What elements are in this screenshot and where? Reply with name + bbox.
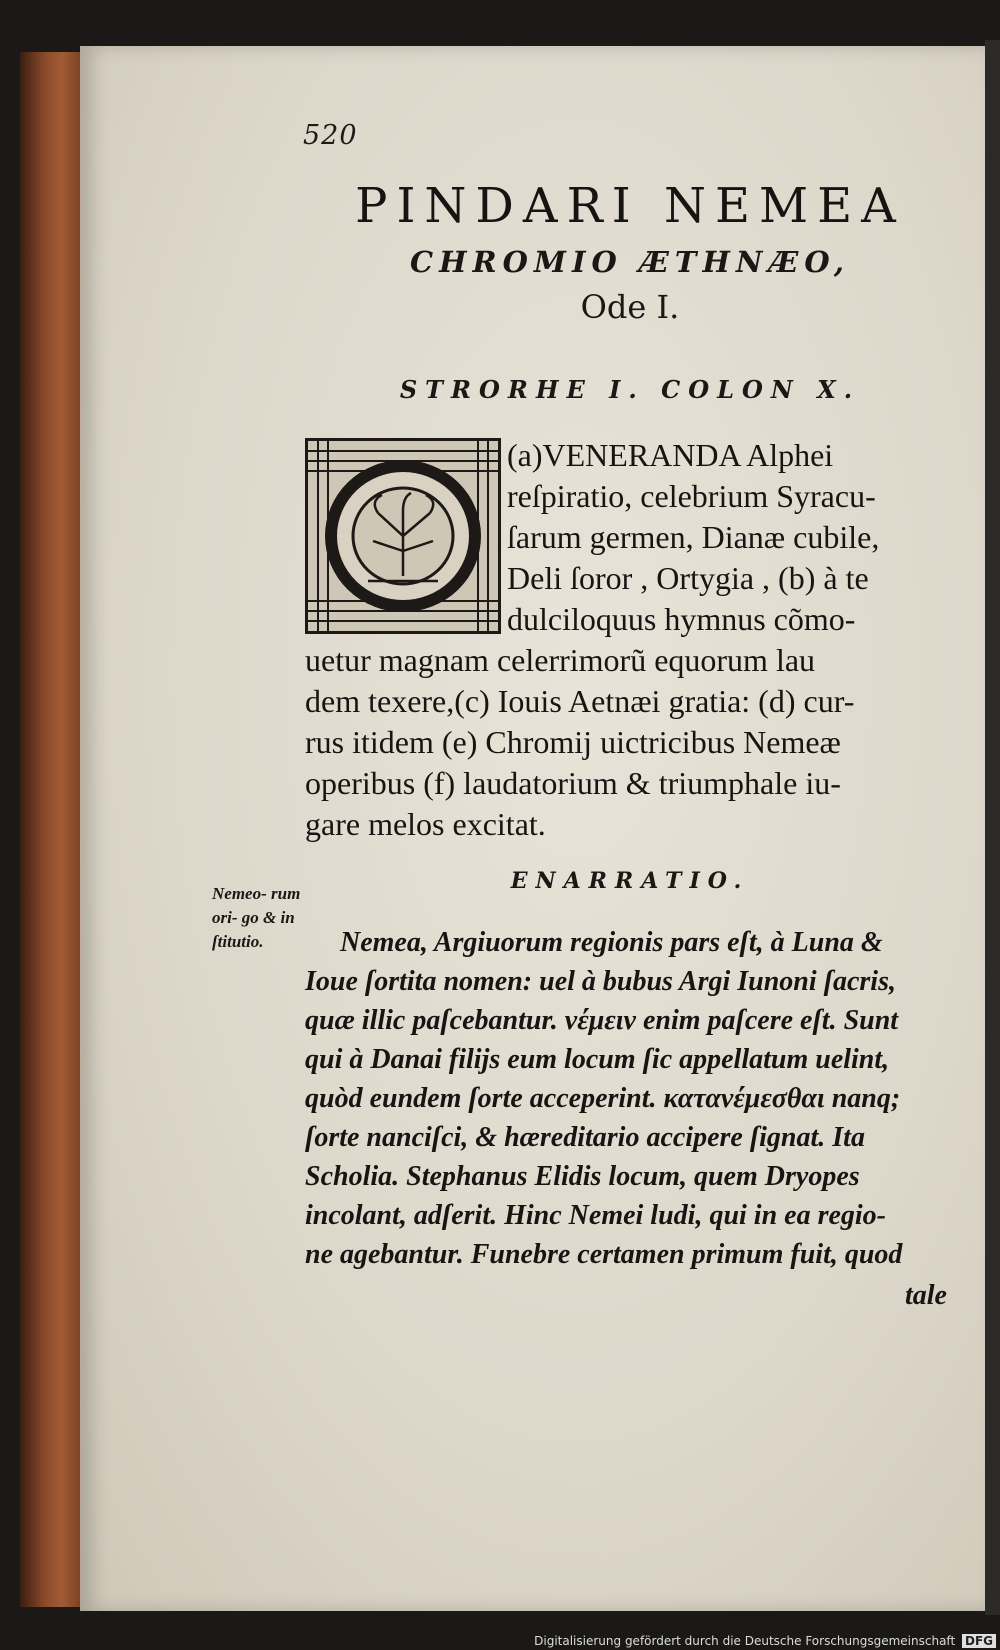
ode-heading: Ode I. [580,288,680,326]
margin-note: Nemeo- rum ori- go & in ſtitutio. [212,884,301,951]
subtitle: CHROMIO ÆTHNÆO, [410,245,850,279]
verse-line: (a)VENERANDA Alphei [507,437,834,473]
verse-line: Deli ſoror , Ortygia , (b) à te [507,560,869,596]
page-title: PINDARI NEMEA [355,178,905,234]
verse-line: gare melos excitat. [305,806,546,842]
enarratio-heading: ENARRATIO. [510,868,750,894]
strophe-heading: STRORHE I. COLON X. [399,375,861,404]
page-number: 520 [303,120,358,151]
verse-line: rus itidem (e) Chromij uictricibus Nemeæ [305,724,841,760]
commentary-line: Ioue ſortita nomen: uel à bubus Argi Iunoni ſacris, [305,966,896,997]
commentary-line: Scholia. Stephanus Elidis locum, quem Dryopes [305,1161,860,1192]
verse-line: operibus (f) laudatorium & triumphale iu- [305,765,841,801]
verse-line: ſarum germen, Dianæ cubile, [507,519,880,555]
footer-text: Digitalisierung gefördert durch die Deutsche Forschungsgemeinschaft [534,1634,956,1648]
commentary-line: quæ illic paſcebantur. νέμειν enim paſcere eſt. Sunt [305,1005,899,1036]
commentary-line: Nemea, Argiuorum regionis pars eſt, à Luna & [340,927,883,958]
commentary-line: quòd eundem ſorte acceperint. κατανέμεσθαι nanq; [305,1083,901,1114]
dfg-logo: DFG [962,1634,996,1648]
commentary-line: qui à Danai filijs eum locum ſic appellatum uelint, [305,1044,890,1075]
catchword: tale [905,1280,947,1311]
digitization-footer [534,1634,996,1648]
verse-line: dem texere,(c) Iouis Aetnæi gratia: (d) cur- [305,683,855,719]
decorated-initial-o [305,438,501,634]
verse-line: dulciloquus hymnus cõmo- [507,601,856,637]
facing-page-edge [985,40,1000,1615]
verse-line: uetur magnam celerrimorũ equorum lau [305,642,816,678]
commentary-line: incolant, adſerit. Hinc Nemei ludi, qui in ea regio- [305,1200,886,1231]
woodcut-initial-icon [308,441,498,631]
commentary-line: ne agebantur. Funebre certamen primum fuit, quod [305,1239,903,1270]
commentary-line: ſorte nanciſci, & hæreditario accipere ſignat. Ita [305,1122,865,1153]
verse-line: reſpiratio, celebrium Syracu- [507,478,876,514]
